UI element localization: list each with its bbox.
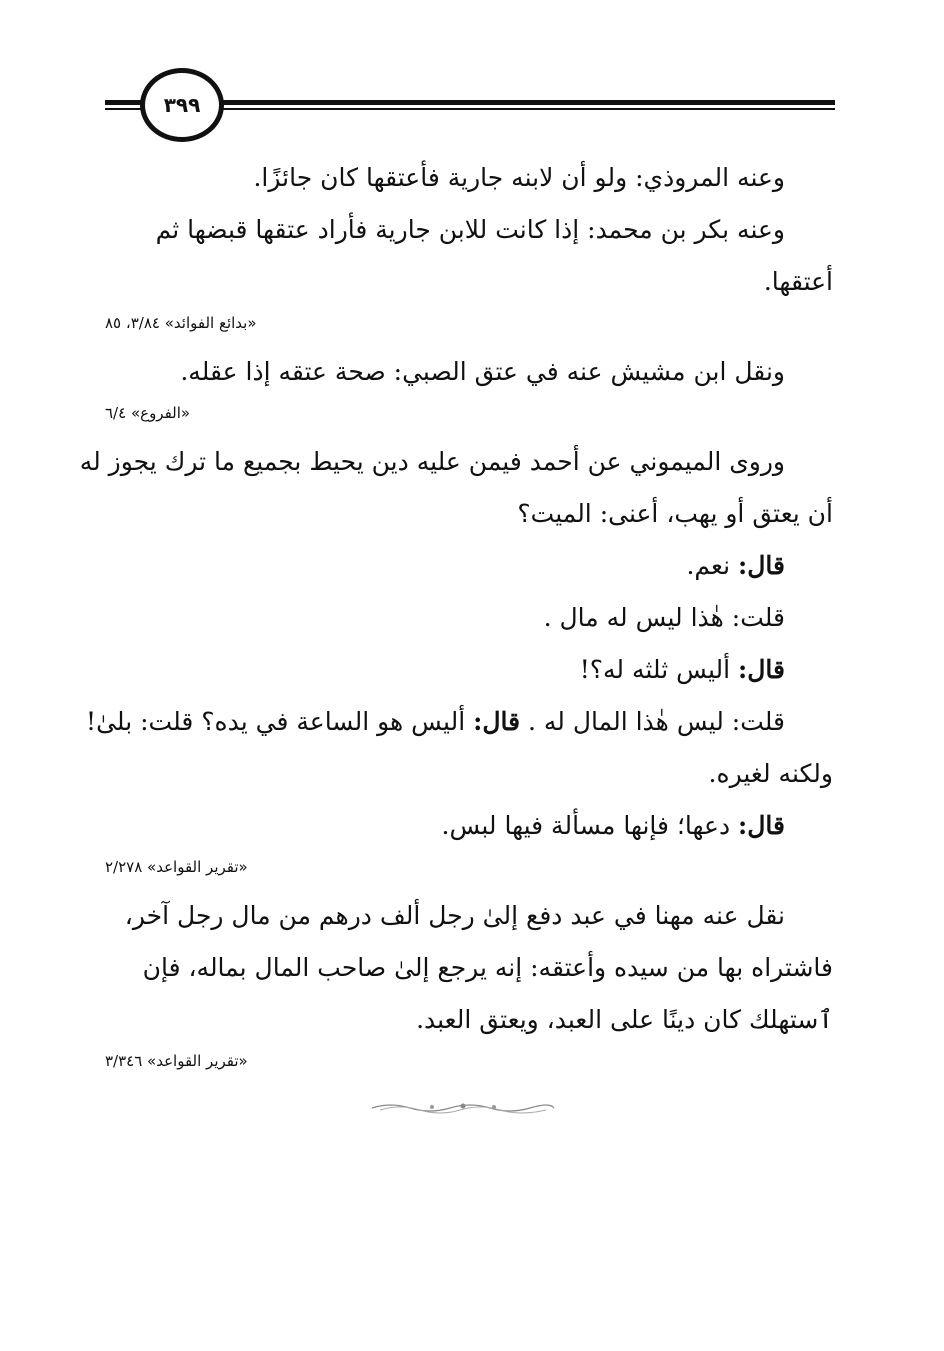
dialogue-line-4 <box>86 696 833 748</box>
dialogue-line-2 <box>105 592 833 644</box>
speaker-label: قال: <box>738 811 785 840</box>
paragraph-2-line-2: أعتقها. <box>763 267 833 296</box>
dialogue-line-4-cont: ولكنه لغيره. <box>708 759 833 788</box>
paragraph-1: وعنه المروذي: ولو أن لابنه جارية فأعتقها كان جائزًا. <box>253 163 785 192</box>
paragraph-4-line-1: وروى الميموني عن أحمد فيمن عليه دين يحيط بجميع ما ترك يجوز له <box>79 447 785 476</box>
dialogue-text: دعها؛ فإنها مسألة فيها لبس. <box>441 811 739 840</box>
paragraph-5-line-1: نقل عنه مهنا في عبد دفع إلىٰ رجل ألف درهم من مال رجل آخر، <box>124 901 785 930</box>
reference-2: «الفروع» ٦/٤ <box>105 404 191 422</box>
paragraph-3: ونقل ابن مشيش عنه في عتق الصبي: صحة عتقه إذا عقله. <box>180 357 785 386</box>
dialogue-text: هٰذا ليس له مال . <box>543 603 732 632</box>
section-end-ornament <box>370 1100 556 1114</box>
paragraph-5-line-2: فاشتراه بها من سيده وأعتقه: إنه يرجع إلىٰ صاحب المال بماله، فإن <box>142 953 833 982</box>
dialogue-text: أليس ثلثه له؟! <box>579 655 739 684</box>
dialogue-line-3 <box>105 644 833 696</box>
reference-3: «تقرير القواعد» ٢/٢٧٨ <box>105 858 248 876</box>
dialogue-line-1 <box>105 540 833 592</box>
dialogue-line-5 <box>105 800 833 852</box>
page-number-badge <box>140 68 224 142</box>
speaker-label: قال: <box>473 707 521 736</box>
dialogue-text: نعم. <box>686 551 739 580</box>
reference-4: «تقرير القواعد» ٣/٣٤٦ <box>105 1052 248 1070</box>
speaker-label: قلت: <box>731 707 785 736</box>
paragraph-4-line-2: أن يعتق أو يهب، أعنى: الميت؟ <box>517 499 833 528</box>
paragraph-2-line-1: وعنه بكر بن محمد: إذا كانت للابن جارية فأراد عتقها قبضها ثم <box>155 215 785 244</box>
dialogue-text: أليس هو الساعة في يده؟ قلت: بلىٰ! <box>86 707 474 736</box>
paragraph-5-line-3: ٱستهلك كان دينًا على العبد، ويعتق العبد. <box>416 1005 833 1034</box>
speaker-label: قال: <box>738 551 785 580</box>
reference-1: «بدائع الفوائد» ٣/٨٤، ٨٥ <box>105 314 257 332</box>
speaker-label: قال: <box>738 655 785 684</box>
speaker-label: قلت: <box>731 603 785 632</box>
page-number: ٣٩٩ <box>163 93 201 117</box>
page-body <box>79 152 833 1076</box>
dialogue-text: ليس هٰذا المال له . <box>520 707 732 736</box>
